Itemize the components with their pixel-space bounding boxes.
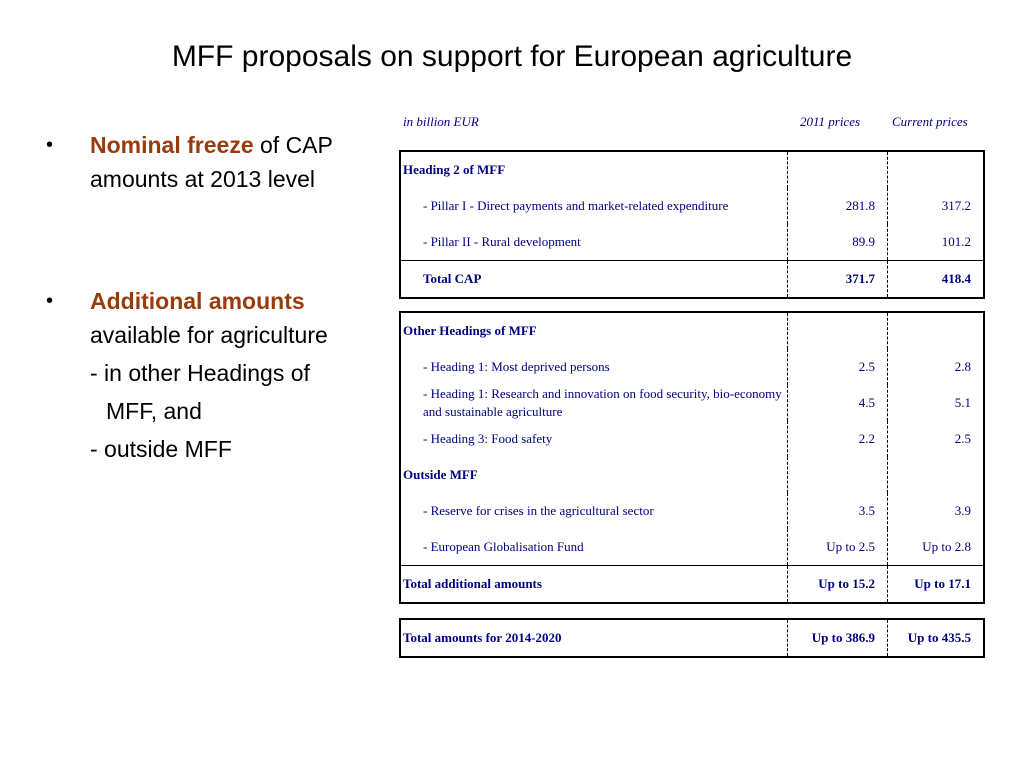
row-label: - Pillar II - Rural development (423, 234, 581, 249)
cell-2011: Up to 2.5 (787, 529, 887, 565)
row-label: - European Globalisation Fund (423, 539, 584, 554)
row-label: - Heading 1: Research and innovation on food security, bio-economy and sustainable agriculture (423, 386, 782, 419)
col-header-2011: 2011 prices (800, 114, 861, 129)
cell-2011: 3.5 (787, 493, 887, 529)
cell-current: Up to 2.8 (887, 529, 983, 565)
table-row (401, 385, 983, 421)
cell-2011: 281.8 (787, 188, 887, 224)
row-label: Total amounts for 2014-2020 (403, 630, 562, 645)
section-title: Outside MFF (403, 467, 478, 482)
grand-total-box (399, 618, 985, 658)
table-row (401, 421, 983, 457)
cell-2011: Up to 386.9 (787, 620, 887, 656)
table-row (401, 313, 983, 349)
bullet-text: available for agriculture (90, 322, 328, 348)
grand-total-row (401, 620, 983, 656)
cell-2011: 371.7 (787, 261, 887, 297)
section-title: Heading 2 of MFF (403, 162, 506, 177)
table-row (401, 493, 983, 529)
bullet-highlight: Nominal freeze (90, 132, 254, 158)
row-label: - Heading 1: Most deprived persons (423, 359, 610, 374)
bullet-highlight: Additional amounts (90, 288, 305, 314)
table-row (401, 349, 983, 385)
row-label: - Heading 3: Food safety (423, 431, 553, 446)
bullet-text: of CAP amounts at 2013 level (90, 132, 333, 192)
cell-current: 2.5 (887, 421, 983, 457)
cell-current: Up to 435.5 (887, 620, 983, 656)
slide-title: MFF proposals on support for European agriculture (171, 40, 853, 73)
sub-item-mff: MFF, and (106, 398, 202, 424)
cell-current: 418.4 (887, 261, 983, 297)
bullet-dot-icon: • (46, 290, 54, 312)
cell-2011: Up to 15.2 (787, 566, 887, 602)
table-row (401, 188, 983, 224)
row-label: - Reserve for crises in the agricultural sector (423, 503, 654, 518)
other-headings-box (399, 311, 985, 604)
total-row (401, 260, 983, 297)
cell-current: Up to 17.1 (887, 566, 983, 602)
bullet-dot-icon: • (46, 134, 54, 156)
sub-item-outside-mff: - outside MFF (90, 436, 232, 462)
cell-2011: 2.2 (787, 421, 887, 457)
cell-2011: 2.5 (787, 349, 887, 385)
cell-2011: 4.5 (787, 385, 887, 421)
row-label: Total CAP (423, 271, 482, 286)
cell-current: 2.8 (887, 349, 983, 385)
table-row (401, 529, 983, 565)
sub-item-other-headings: - in other Headings of (90, 360, 310, 386)
bullet-list (44, 128, 374, 466)
table-row (401, 224, 983, 260)
table-row (401, 457, 983, 493)
unit-label: in billion EUR (403, 114, 479, 129)
cell-current: 317.2 (887, 188, 983, 224)
col-header-current: Current prices (892, 114, 968, 129)
row-label: Total additional amounts (403, 576, 542, 591)
heading2-box (399, 150, 985, 299)
bullet-additional-amounts (44, 284, 374, 352)
cell-current: 3.9 (887, 493, 983, 529)
bullet-nominal-freeze (44, 128, 374, 196)
data-table (399, 110, 989, 658)
table-row (401, 152, 983, 188)
table-header (399, 110, 989, 132)
cell-2011: 89.9 (787, 224, 887, 260)
row-label: - Pillar I - Direct payments and market-related expenditure (423, 198, 729, 213)
cell-current: 101.2 (887, 224, 983, 260)
total-row (401, 565, 983, 602)
section-title: Other Headings of MFF (403, 323, 537, 338)
cell-current: 5.1 (887, 385, 983, 421)
